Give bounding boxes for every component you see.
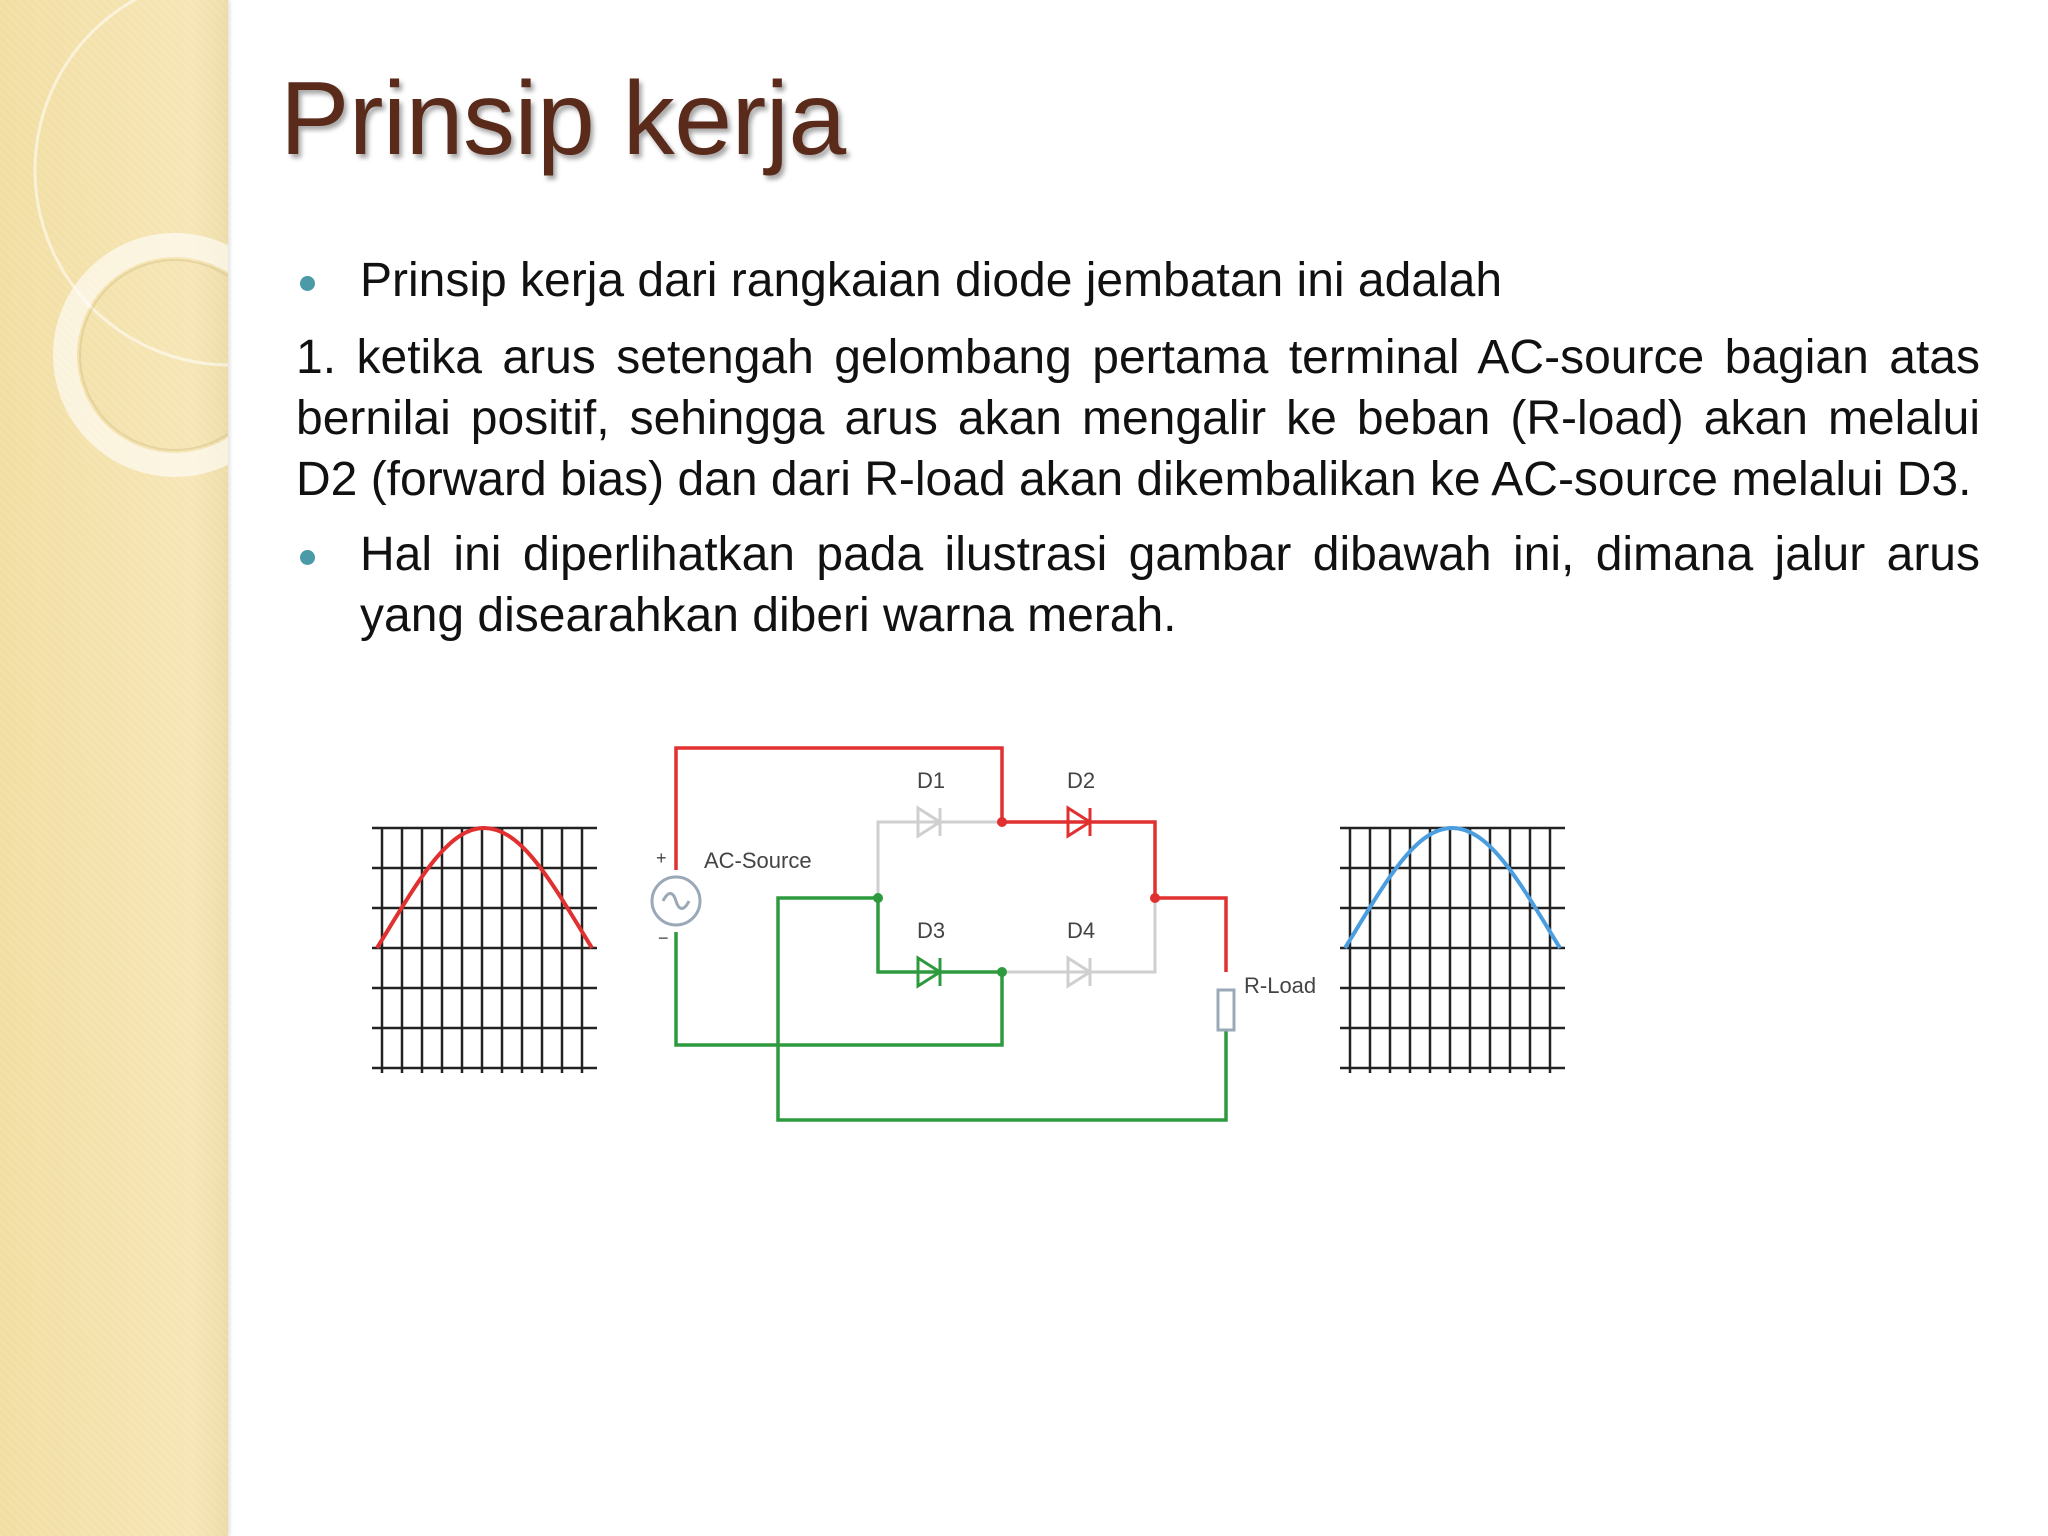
input-waveform-graph — [372, 828, 597, 1073]
label-d1: D1 — [917, 768, 946, 793]
junction-dots — [873, 817, 1160, 977]
resistor-icon — [1218, 990, 1234, 1030]
output-waveform-graph — [1340, 828, 1565, 1073]
input-half-wave — [377, 828, 592, 948]
bullet-dot-icon — [300, 276, 315, 291]
label-d2: D2 — [1067, 768, 1096, 793]
numbered-paragraph: 1. ketika arus setengah gelombang pertama terminal AC-source bagian atas bernilai positif, sehingga arus akan mengalir ke beban (R-load) akan melalui D2 (forward bias) dan dari R-load akan dikembalikan ke AC-source melalui D3. — [296, 331, 1980, 506]
bullet-text: Hal ini diperlihatkan pada ilustrasi gambar dibawah ini, dimana jalur arus yang disearahkan diberi warna merah. — [360, 528, 1980, 642]
bridge-rectifier-diagram — [360, 740, 1590, 1140]
bullet-text: Prinsip kerja dari rangkaian diode jembatan ini adalah — [360, 254, 1503, 307]
input-grid — [372, 828, 597, 1073]
label-d3: D3 — [917, 918, 946, 943]
label-plus: + — [656, 848, 667, 868]
label-ac-source: AC-Source — [704, 848, 812, 873]
label-minus: − — [658, 928, 669, 948]
output-grid — [1340, 828, 1565, 1073]
bullet-dot-icon — [300, 550, 315, 565]
ac-source-icon — [652, 877, 700, 925]
decorative-sidebar — [0, 0, 228, 1536]
label-r-load: R-Load — [1244, 973, 1317, 998]
label-d4: D4 — [1067, 918, 1096, 943]
inactive-wires — [878, 822, 1155, 972]
output-half-wave — [1345, 828, 1560, 948]
page-title: Prinsip kerja — [280, 61, 846, 177]
bullet-item — [296, 524, 1980, 646]
slide-body — [296, 250, 1980, 662]
decorative-rings — [0, 0, 228, 1536]
return-current-path — [676, 898, 1226, 1120]
bullet-item — [296, 250, 1980, 311]
